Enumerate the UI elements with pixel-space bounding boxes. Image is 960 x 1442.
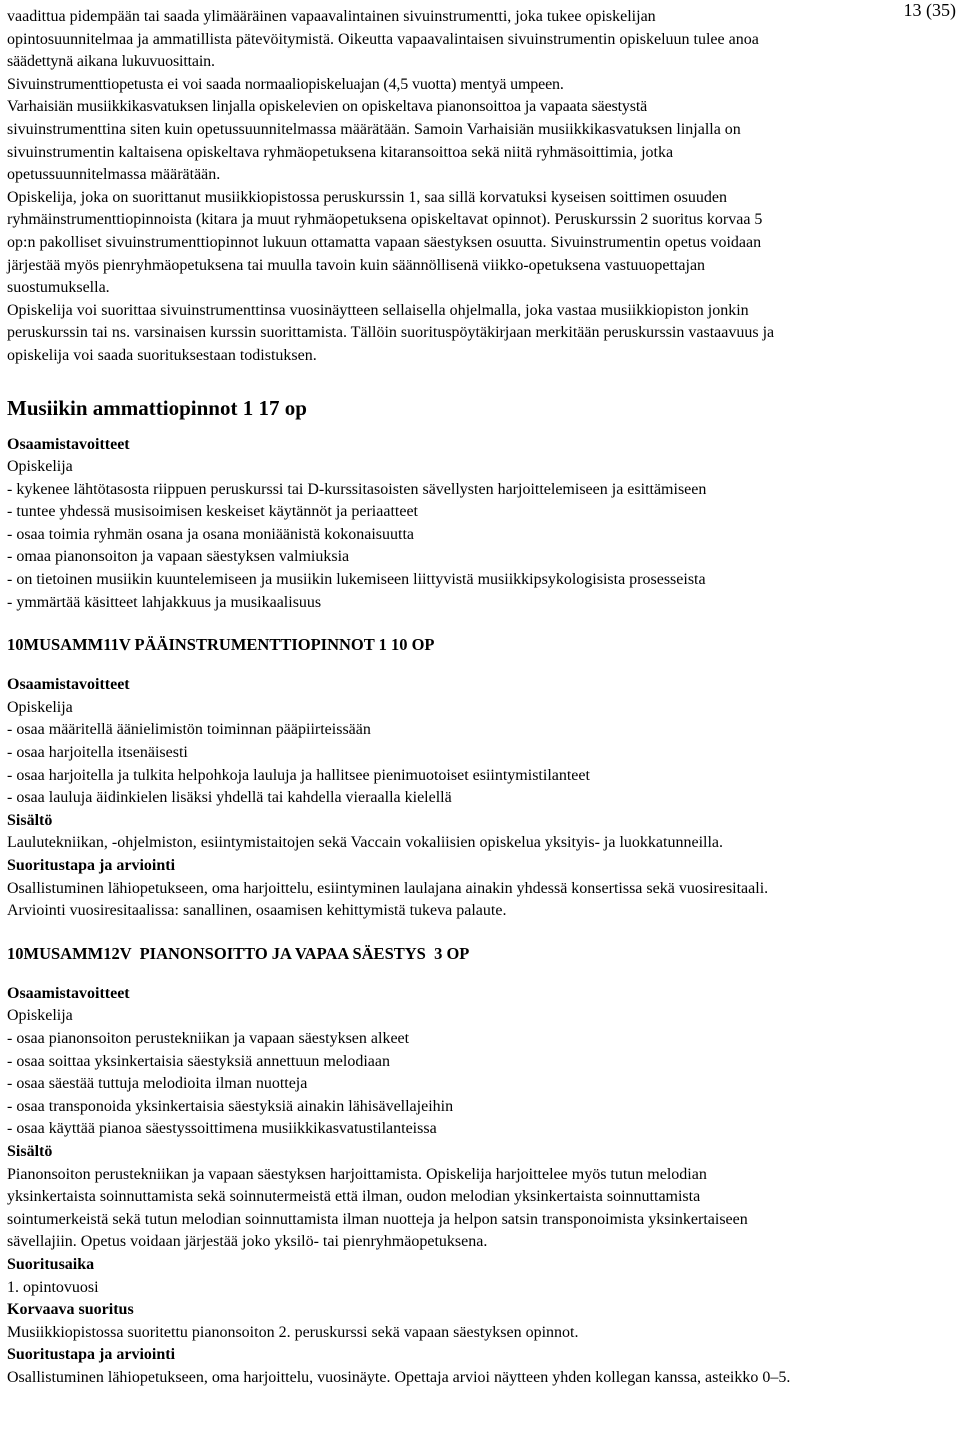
outcomes-label: Osaamistavoitteet [7,435,130,453]
text-line: op:n pakolliset sivuinstrumenttiopinnot lukuun ottamatta vapaan säestyksen osuutta. Sivuinstrumentin opetus voidaan [7,233,762,251]
text-line: ryhmäinstrumenttiopinnoista (kitara ja muut ryhmäopetuksena opiskeltavat opinnot). Peruskurssin 2 suoritus korvaa 5 [7,211,763,229]
timing-label: Suoritusaika [7,1255,95,1273]
text-line: sivuinstrumentin kaltaisena opiskeltava ryhmäopetuksena kitaransoittoa sekä niitä ryhmäsoittimia, jotka [7,143,674,161]
text-line: suostumuksella. [7,279,110,297]
page-number: 13 (35) [903,0,956,20]
list-item: - osaa pianonsoiton perustekniikan ja vapaan säestyksen alkeet [7,1029,410,1047]
outcomes-label: Osaamistavoitteet [7,676,130,694]
assessment-text: Osallistuminen lähiopetukseen, oma harjoittelu, esiintyminen laulajana ainakin yhdessä konsertissa sekä vuosiresitaali. [7,879,769,897]
text-line: Opiskelija voi suorittaa sivuinstrumenttinsa vuosinäytteen sellaisella ohjelmalla, joka vastaa musiikkiopiston jonkin [7,301,749,319]
assessment-text: Arviointi vuosiresitaalissa: sanallinen, osaamisen kehittymistä tukeva palaute. [7,902,507,920]
text-line: vaadittua pidempään tai saada ylimääräinen vapaavalintainen sivuinstrumentti, joka tukee opiskelijan [7,8,656,25]
list-item: - osaa soittaa yksinkertaisia säestyksiä annettuun melodiaan [7,1052,390,1070]
text-line: peruskurssin tai ns. varsinaisen kurssin suorittamista. Tällöin suorituspöytäkirjaan merkitään peruskurssin vastaavuus ja [7,324,775,342]
list-item: - ymmärtää käsitteet lahjakkuus ja musikaalisuus [7,593,322,611]
outcomes-list [7,719,957,809]
list-item: - osaa harjoitella ja tulkita helpohkoja lauluja ja hallitsee pienimuotoiset esiintymistilanteet [7,766,590,784]
outcomes-label: Osaamistavoitteet [7,984,130,1002]
content-text: Laulutekniikan, -ohjelmiston, esiintymistaitojen sekä Vaccain vokaliisien opiskelua yksityis- ja luokkatunneilla. [7,834,724,852]
list-item: - omaa pianonsoiton ja vapaan säestyksen valmiuksia [7,548,350,566]
student-label: Opiskelija [7,458,73,476]
substitute-label: Korvaava suoritus [7,1301,134,1319]
intro-paragraph-2: Sivuinstrumenttiopetusta ei voi saada normaaliopiskeluajan (4,5 vuotta) mentyä umpeen. [7,75,564,93]
course-heading-main-instrument: 10MUSAMM11V PÄÄINSTRUMENTTIOPINNOT 1 10 OP [7,635,435,655]
document-body [7,6,957,1389]
content-label: Sisältö [7,1142,53,1160]
outcomes-list [7,479,957,615]
list-item: - kykenee lähtötasosta riippuen peruskurssi tai D-kurssitasoisten sävellysten harjoittelemiseen ja esittämiseen [7,480,707,498]
text-line: Varhaisiän musiikkikasvatuksen linjalla opiskelevien on opiskeltava pianonsoittoa ja vapaata säestystä [7,98,648,116]
list-item: - osaa määritellä äänielimistön toiminnan pääpiirteissään [7,721,371,739]
list-item: - osaa lauluja äidinkielen lisäksi yhdellä tai kahdella vieraalla kielellä [7,789,452,807]
text-line: Opiskelija, joka on suorittanut musiikkiopistossa peruskurssin 1, saa sillä korvatuksi kyseisen soittimen osuuden [7,188,727,206]
text-line: sivuinstrumenttina siten kuin opetussuunnitelmassa määrätään. Samoin Varhaisiän musiikkikasvatuksen linjalla on [7,120,741,138]
student-label: Opiskelija [7,698,73,716]
list-item: - osaa harjoitella itsenäisesti [7,744,188,762]
list-item: - osaa transponoida yksinkertaisia säestyksiä ainakin lähisävellajeihin [7,1097,454,1115]
text-line: yksinkertaista soinnuttamista sekä soinnutermeistä että ilman, oudon melodian yksinkertaista soinnuttamista [7,1188,701,1206]
assessment-label: Suoritustapa ja arviointi [7,1346,176,1364]
content-text [7,1164,957,1254]
intro-paragraph-3 [7,96,957,186]
list-item: - osaa säestää tuttuja melodioita ilman nuotteja [7,1075,308,1093]
content-label: Sisältö [7,811,53,829]
substitute-text: Musiikkiopistossa suoritettu pianonsoiton 2. peruskurssi sekä vapaan säestyksen opinnot. [7,1323,579,1341]
list-item: - tuntee yhdessä musisoimisen keskeiset käytännöt ja periaatteet [7,503,418,521]
text-line: järjestää myös pienryhmäopetuksena tai muulla tavoin kuin säännöllisenä viikko-opetuksena vastuuopettajan [7,256,706,274]
course-heading-piano: 10MUSAMM12V PIANONSOITTO JA VAPAA SÄESTYS 3 OP [7,943,470,963]
text-line: opintosuunnitelmaa ja ammatillista pätevöitymistä. Oikeutta vapaavalintaisen sivuinstrumentin opiskeluun tulee anoa [7,30,759,48]
list-item: - osaa toimia ryhmän osana ja osana moniäänistä kokonaisuutta [7,525,414,543]
student-label: Opiskelija [7,1007,73,1025]
text-line: säädettynä aikana lukuvuosittain. [7,53,215,71]
list-item: - osaa käyttää pianoa säestyssoittimena musiikkikasvatustilanteissa [7,1120,437,1138]
intro-paragraph-4 [7,187,957,300]
intro-paragraph-1 [7,6,957,74]
text-line: opiskelija voi saada suorituksestaan todistuksen. [7,346,317,364]
assessment-text: Osallistuminen lähiopetukseen, oma harjoittelu, vuosinäyte. Opettaja arvioi näytteen yhden kollegan kanssa, asteikko 0–5. [7,1368,791,1386]
text-line: opetussuunnitelmassa määrätään. [7,166,221,184]
intro-paragraph-5 [7,300,957,368]
text-line: Pianonsoiton perustekniikan ja vapaan säestyksen harjoittamista. Opiskelija harjoittelee myös tutun melodian [7,1165,707,1183]
section-heading-music-studies: Musiikin ammattiopinnot 1 17 op [7,395,307,420]
text-line: sointumerkeistä sekä tutun melodian soinnuttamista ilman nuotteja ja helpon satsin transponoimista yksinkertaiseen [7,1210,748,1228]
list-item: - on tietoinen musiikin kuuntelemiseen ja musiikin lukemiseen liittyvistä musiikkipsykologisista prosesseista [7,571,706,589]
text-line: sävellajiin. Opetus voidaan järjestää joko yksilö- tai pienryhmäopetuksena. [7,1233,488,1251]
outcomes-list [7,1028,957,1141]
assessment-label: Suoritustapa ja arviointi [7,857,176,874]
timing-text: 1. opintovuosi [7,1278,99,1296]
